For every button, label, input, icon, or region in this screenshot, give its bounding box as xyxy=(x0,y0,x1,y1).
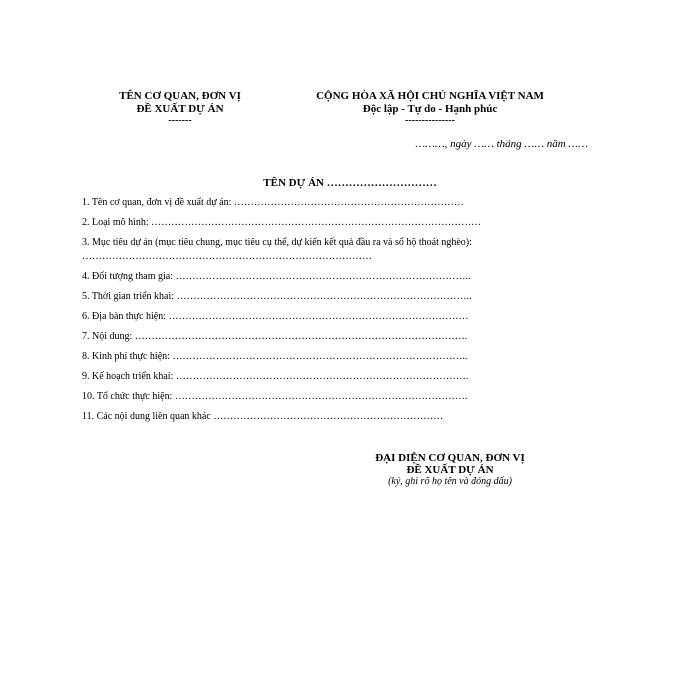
form-items xyxy=(82,196,552,423)
document-title: TÊN DỰ ÁN ………………………… xyxy=(263,177,437,189)
signature-title-line2: ĐỀ XUẤT DỰ ÁN xyxy=(406,464,494,476)
agency-name-line: TÊN CƠ QUAN, ĐƠN VỊ xyxy=(119,90,241,102)
date-line: ………, ngày …… tháng …… năm …… xyxy=(415,138,588,150)
form-item: 10. Tổ chức thực hiện: ……………………………………………………………………………. xyxy=(82,391,468,402)
form-item: 2. Loại mô hình: ……………………………………………………………………………………… xyxy=(82,217,482,228)
form-item-continuation: …………………………………………………………………………… xyxy=(82,251,372,262)
agency-separator: ------- xyxy=(168,115,192,126)
signature-block xyxy=(330,452,570,488)
form-item: 8. Kinh phí thực hiện: …………………………………………………………………………….. xyxy=(82,351,468,362)
form-item: 1. Tên cơ quan, đơn vị đề xuất dự án: …………………………………………………………… xyxy=(82,197,464,208)
national-motto: Độc lập - Tự do - Hạnh phúc xyxy=(362,103,498,115)
form-item: 11. Các nội dung liên quan khác …………………………………………………………… xyxy=(82,411,444,422)
signature-note: (ký, ghi rõ họ tên và đóng dấu) xyxy=(388,476,512,487)
national-header xyxy=(290,90,570,126)
motto-separator: --------------- xyxy=(405,115,455,126)
form-item: 4. Đối tượng tham gia: …………………………………………………………………………….. xyxy=(82,271,471,282)
form-item: 9. Kế hoạch triển khai: ……………………………………………………………………………. xyxy=(82,371,469,382)
form-item: 7. Nội dung: ………………………………………………………………………………………. xyxy=(82,331,468,342)
form-item: 3. Mục tiêu dự án (mục tiêu chung, mục tiêu cụ thể, dự kiến kết quả đầu ra và số hộ thoát nghèo): xyxy=(82,237,472,248)
nation-name: CỘNG HÒA XÃ HỘI CHỦ NGHĨA VIỆT NAM xyxy=(316,90,544,102)
signature-title-line1: ĐẠI DIỆN CƠ QUAN, ĐƠN VỊ xyxy=(375,452,525,464)
form-item: 5. Thời gian triển khai: …………………………………………………………………………….. xyxy=(82,291,472,302)
agency-header xyxy=(80,90,280,126)
agency-proposal-line: ĐỀ XUẤT DỰ ÁN xyxy=(136,103,224,115)
form-item: 6. Địa bàn thực hiện: ……………………………………………………………………………… xyxy=(82,311,469,322)
